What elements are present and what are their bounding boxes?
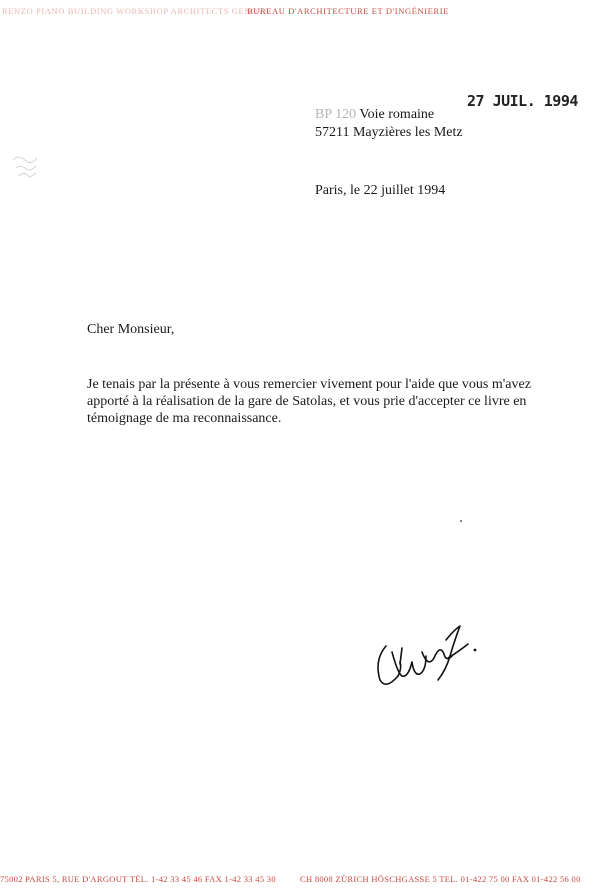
salutation: Cher Monsieur, bbox=[87, 322, 175, 337]
ink-dot bbox=[460, 520, 462, 522]
letter-date: Paris, le 22 juillet 1994 bbox=[315, 183, 446, 198]
letter-body: Je tenais par la présente à vous remercier vivement pour l'aide que vous m'avez apporté à la réalisation de la gare de Satolas, et vous prie d'accepter ce livre en témoignage de ma reconnaissance. bbox=[87, 377, 531, 426]
signature bbox=[372, 618, 482, 695]
letterhead-title: BUREAU D'ARCHITECTURE ET D'INGÉNIERIE bbox=[247, 6, 449, 16]
address-street: Voie romaine bbox=[356, 107, 435, 122]
address-line-2: 57211 Mayzières les Metz bbox=[315, 125, 463, 140]
letterhead-faded-prefix: RENZO PIANO BUILDING WORKSHOP ARCHITECTS GENOVA bbox=[2, 6, 271, 16]
received-date-stamp: 27 JUIL. 1994 bbox=[467, 92, 578, 110]
footer-paris-address: 75002 PARIS 5, RUE D'ARGOUT TÉL. 1-42 33 45 46 FAX 1-42 33 45 30 bbox=[0, 874, 276, 884]
emboss-mark bbox=[8, 148, 48, 193]
address-line-1 bbox=[315, 107, 434, 123]
address-po-box: BP 120 bbox=[315, 107, 357, 122]
footer-zurich-address: CH 8008 ZÜRICH HÖSCHGASSE 5 TEL. 01-422 75 00 FAX 01-422 56 00 bbox=[300, 874, 581, 884]
